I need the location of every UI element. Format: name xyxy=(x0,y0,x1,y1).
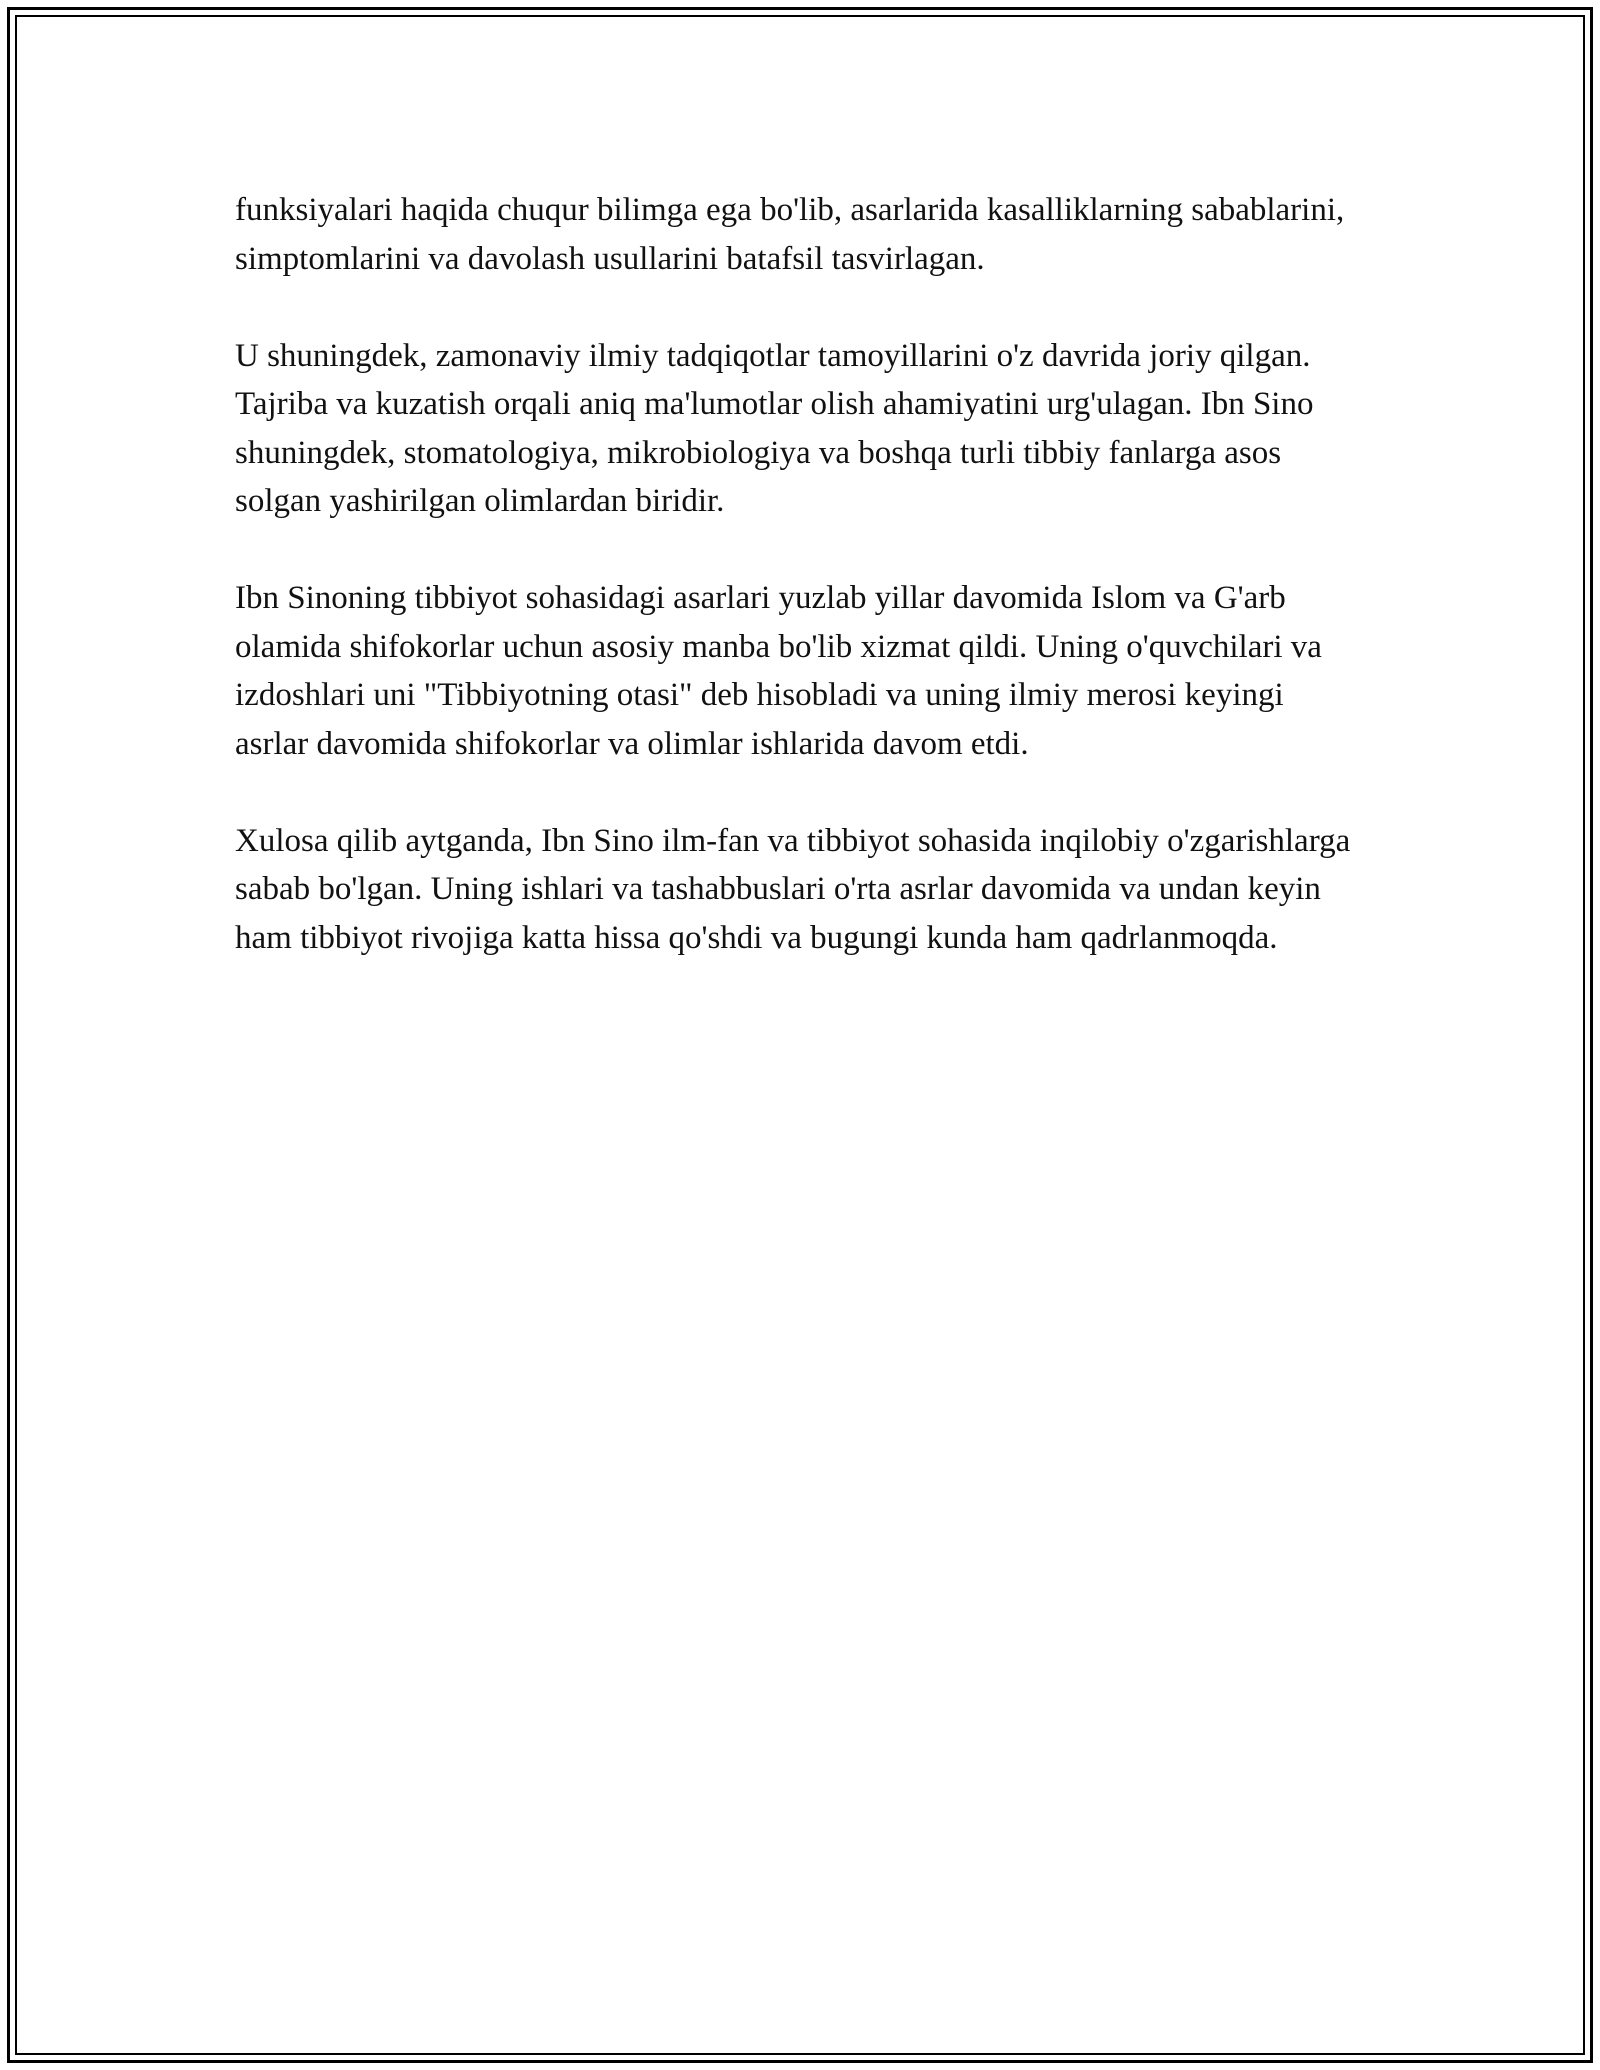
document-body xyxy=(235,186,1365,1011)
paragraph-1: funksiyalari haqida chuqur bilimga ega bo'lib, asarlarida kasalliklarning sabablarini, simptomlarini va davolash usullarini batafsil tasvirlagan. xyxy=(235,192,1345,277)
paragraph-4: Xulosa qilib aytganda, Ibn Sino ilm-fan va tibbiyot sohasida inqilobiy o'zgarishlarga sabab bo'lgan. Uning ishlari va tashabbuslari o'rta asrlar davomida va undan keyin ham tibbiyot rivojiga katta hissa qo'shdi va bugungi kunda ham qadrlanmoqda. xyxy=(235,822,1351,956)
paragraph-3: Ibn Sinoning tibbiyot sohasidagi asarlari yuzlab yillar davomida Islom va G'arb olamida shifokorlar uchun asosiy manba bo'lib xizmat qildi. Uning o'quvchilari va izdoshlari uni "Tibbiyotning otasi" deb hisobladi va uning ilmiy merosi keyingi asrlar davomida shifokorlar va olimlar ishlarida davom etdi. xyxy=(235,580,1322,762)
paragraph-2: U shuningdek, zamonaviy ilmiy tadqiqotlar tamoyillarini o'z davrida joriy qilgan. Tajriba va kuzatish orqali aniq ma'lumotlar olish ahamiyatini urg'ulagan. Ibn Sino shuningdek, stomatologiya, mikrobiologiya va boshqa turli tibbiy fanlarga asos solgan yashirilgan olimlardan biridir. xyxy=(235,337,1314,519)
